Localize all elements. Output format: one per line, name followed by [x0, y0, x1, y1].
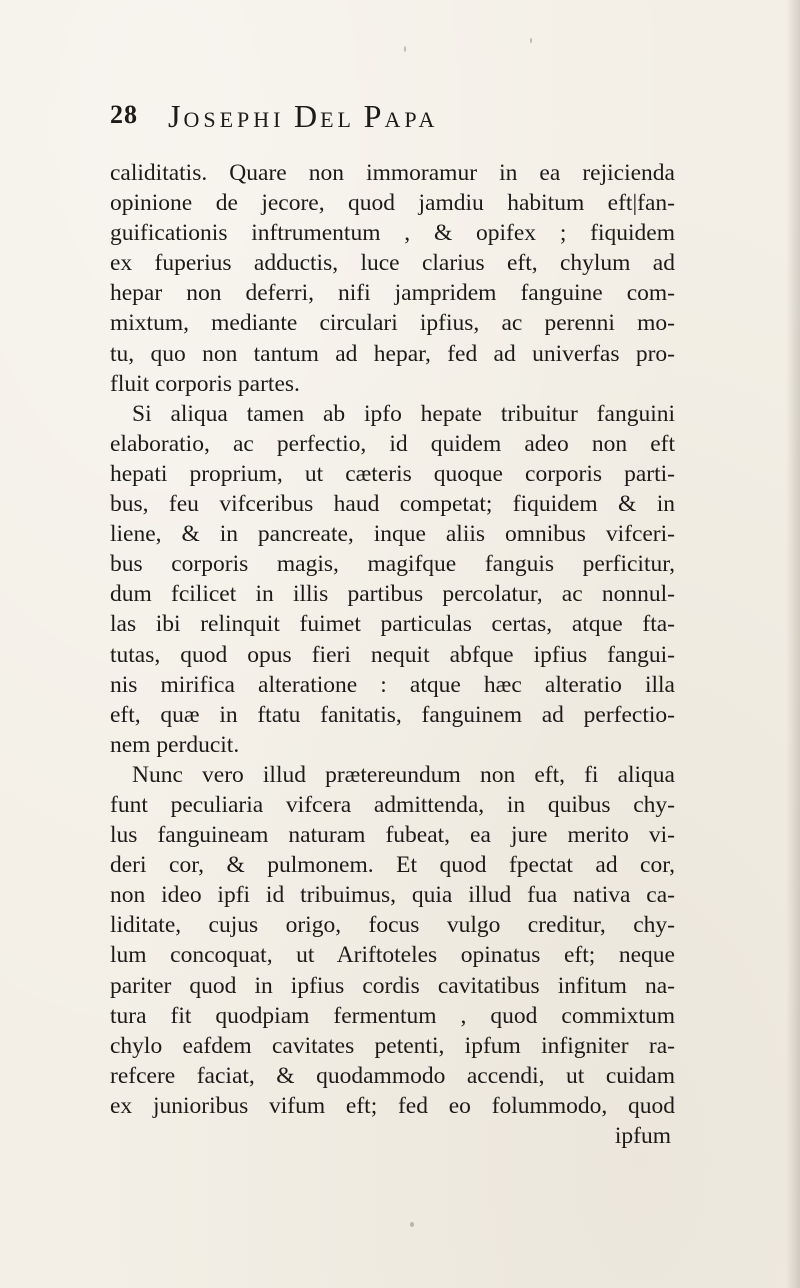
paper-speck: [530, 38, 532, 43]
text-line: tu, quo non tantum ad hepar, fed ad univerfas pro-: [110, 340, 675, 367]
running-head-part: J: [168, 98, 184, 134]
text-line: bus corporis magis, magifque fanguis perficitur,: [110, 551, 675, 578]
text-line: chylo eafdem cavitates petenti, ipfum infigniter ra-: [110, 1032, 675, 1059]
running-head-part: APA: [384, 107, 439, 132]
text-line: hepar non deferri, nifi jampridem fanguine com-: [110, 280, 675, 307]
text-line: pariter quod in ipfius cordis cavitatibus infitum na-: [110, 972, 675, 999]
text-line: elaboratio, ac perfectio, id quidem adeo non eft: [110, 430, 675, 457]
text-line: Nunc vero illud prætereundum non eft, fi aliqua: [132, 761, 675, 788]
text-line: liene, & in pancreate, inque aliis omnibus vifceri-: [110, 521, 675, 548]
text-line: lum concoquat, ut Ariftoteles opinatus eft; neque: [110, 942, 675, 969]
text-line: lus fanguineam naturam fubeat, ea jure merito vi-: [110, 822, 675, 849]
page-edge-shadow: [786, 0, 800, 1288]
text-line: nem perducit.: [110, 731, 240, 758]
text-line: non ideo ipfi id tribuimus, quia illud fua nativa ca-: [110, 882, 675, 909]
text-line: hepati proprium, ut cæteris quoque corporis parti-: [110, 460, 675, 487]
text-line: dum fcilicet in illis partibus percolatur, ac nonnul-: [110, 581, 675, 608]
running-head-part: P: [363, 98, 385, 134]
text-line: fluit corporis partes.: [110, 370, 300, 397]
text-line: caliditatis. Quare non immoramur in ea rejicienda: [110, 160, 675, 186]
body-text: [110, 158, 675, 1151]
running-head-part: D: [293, 98, 321, 134]
text-line: opinione de jecore, quod jamdiu habitum eft|fan-: [110, 190, 675, 217]
text-line: bus, feu vifceribus haud competat; fiquidem & in: [110, 491, 675, 518]
text-line: tura fit quodpiam fermentum , quod commixtum: [110, 1002, 675, 1029]
text-line: liditate, cujus origo, focus vulgo creditur, chy-: [110, 912, 675, 939]
text-line: tutas, quod opus fieri nequit abfque ipfius fangui-: [110, 641, 675, 668]
text-line: ex fuperius adductis, luce clarius eft, chylum ad: [110, 250, 675, 277]
text-line: mixtum, mediante circulari ipfius, ac perenni mo-: [110, 310, 675, 337]
text-line: ex junioribus vifum eft; fed eo folummodo, quod: [110, 1092, 675, 1119]
running-head-part: EL: [320, 107, 364, 132]
page-number: 28: [110, 100, 138, 129]
paper-speck: [404, 46, 406, 52]
running-head-part: OSEPHI: [183, 107, 294, 132]
paper-speck: [410, 1222, 414, 1227]
text-line: deri cor, & pulmonem. Et quod fpectat ad cor,: [110, 852, 675, 879]
text-line: refcere faciat, & quodammodo accendi, ut cuidam: [110, 1062, 675, 1089]
text-line: nis mirifica alteratione : atque hæc alteratio illa: [110, 671, 675, 698]
text-line: funt peculiaria vifcera admittenda, in quibus chy-: [110, 791, 675, 818]
page-header: [110, 98, 670, 138]
text-line: las ibi relinquit fuimet particulas certas, atque fta-: [110, 611, 675, 638]
text-line: guificationis inftrumentum , & opifex ; fiquidem: [110, 220, 675, 247]
running-head: [168, 98, 438, 135]
text-line: Si aliqua tamen ab ipfo hepate tribuitur fanguini: [132, 400, 675, 427]
text-line: eft, quæ in ftatu fanitatis, fanguinem ad perfectio-: [110, 701, 675, 728]
catchword: ipfum: [614, 1123, 671, 1149]
